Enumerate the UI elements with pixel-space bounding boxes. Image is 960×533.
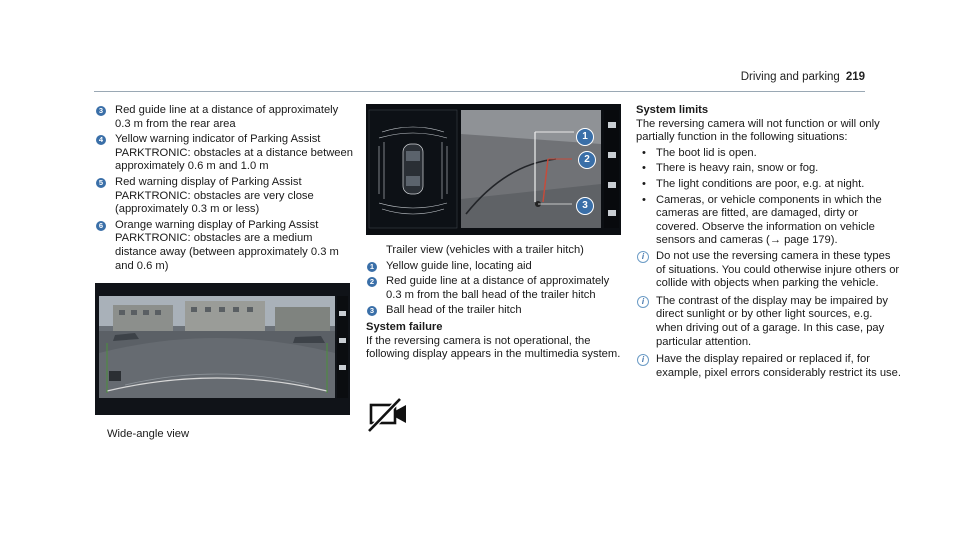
trailer-camera-image — [366, 104, 621, 235]
info-icon: i — [637, 296, 649, 308]
bullet-text: Cameras, or vehicle components in which the cameras are fitted, are damaged, dirty or covered. Observe the information on vehicle sensors and cameras (→ page 179). — [656, 193, 882, 247]
camera-off-icon — [366, 395, 416, 435]
info-icon: i — [637, 251, 649, 263]
header-rule — [94, 91, 865, 92]
list-item-text: Yellow guide line, locating aid — [386, 259, 532, 272]
callout-2: 2 — [578, 151, 596, 169]
list-item-text: Red guide line at a distance of approximately 0.3 m from the ball head of the trailer hitch — [386, 275, 610, 301]
list-item — [95, 104, 355, 131]
note-text: Do not use the reversing camera in these types of situations. You could otherwise injure others or collide with objects when parking the vehicle. — [656, 249, 900, 290]
number-badge: 6 — [96, 221, 106, 231]
note-text: The contrast of the display may be impaired by direct sunlight or by other light sources, e.g. when driving out of a garage. In this case, pay particular attention. — [656, 294, 888, 348]
list-item — [95, 176, 355, 217]
wide-angle-caption: Wide-angle view — [107, 428, 190, 440]
bullet-text: The boot lid is open. — [656, 146, 757, 159]
number-badge: 3 — [96, 106, 106, 116]
trailer-view-caption: Trailer view (vehicles with a trailer hitch) — [386, 244, 584, 256]
trailer-view-screen — [366, 104, 621, 235]
list-item — [95, 133, 355, 174]
running-header — [741, 71, 865, 83]
list-item — [636, 147, 901, 161]
info-icon: i — [637, 354, 649, 366]
section-title: Driving and parking — [740, 71, 840, 83]
list-item — [636, 162, 901, 176]
bullet-text: There is heavy rain, snow or fog. — [656, 162, 819, 175]
bullet-icon: • — [642, 177, 646, 190]
middle-column — [366, 244, 621, 362]
number-badge: 3 — [367, 306, 377, 316]
note-text: Have the display repaired or replaced if, for example, pixel errors considerably restrict its use. — [656, 353, 901, 379]
wide-angle-camera-image — [95, 283, 350, 415]
system-failure-text: If the reversing camera is not operational, the following display appears in the multimedia system. — [366, 334, 621, 361]
callout-3: 3 — [576, 197, 594, 215]
list-item — [366, 260, 621, 274]
bullet-text: The light conditions are poor, e.g. at night. — [656, 177, 865, 190]
system-limits-heading: System limits — [636, 104, 709, 116]
list-item — [366, 275, 621, 302]
bullet-icon: • — [642, 146, 646, 159]
list-item — [636, 194, 901, 248]
note — [636, 353, 901, 380]
number-badge: 4 — [96, 135, 106, 145]
list-item-text: Red warning display of Parking Assist PARKTRONIC: obstacles are very close (approximately 0.3 m or less) — [115, 175, 314, 216]
list-item-text: Yellow warning indicator of Parking Assist PARKTRONIC: obstacles at a distance between approximately 0.6 m and 1.0 m — [115, 133, 353, 173]
number-badge: 2 — [367, 277, 377, 287]
system-limits-intro: The reversing camera will not function or will only partially function in the following situations: — [636, 117, 880, 144]
wide-angle-screen — [95, 283, 350, 415]
callout-1: 1 — [576, 128, 594, 146]
bullet-icon: • — [642, 162, 646, 175]
note — [636, 295, 901, 349]
number-badge: 1 — [367, 262, 377, 272]
list-item — [95, 219, 355, 273]
list-item-text: Ball head of the trailer hitch — [386, 304, 522, 317]
list-item — [636, 178, 901, 192]
left-column — [95, 104, 355, 275]
bullet-icon: • — [642, 193, 646, 206]
note — [636, 250, 901, 291]
system-failure-heading: System failure — [366, 320, 443, 333]
number-badge: 5 — [96, 178, 106, 188]
page-number: 219 — [845, 71, 865, 83]
list-item — [366, 304, 621, 318]
list-item-text: Red guide line at a distance of approximately 0.3 m from the rear area — [115, 104, 339, 130]
list-item-text: Orange warning display of Parking Assist PARKTRONIC: obstacles are a medium distance away (between approximately 0.3 m and 0.6 m) — [115, 218, 339, 272]
right-column — [636, 104, 901, 384]
